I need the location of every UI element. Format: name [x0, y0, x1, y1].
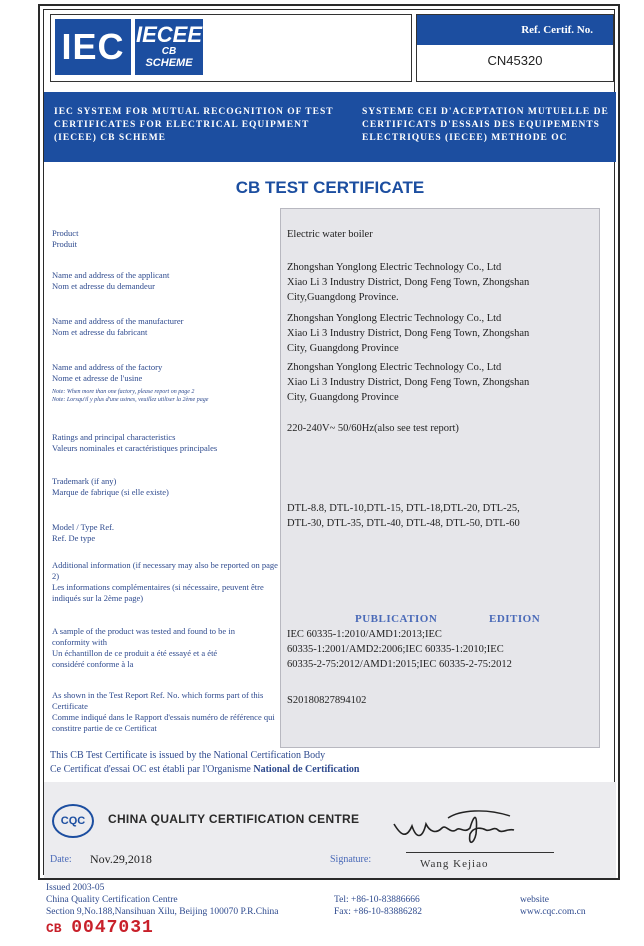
value-applicant-line: City,Guangdong Province.: [287, 292, 399, 303]
system-title-en: IEC SYSTEM FOR MUTUAL RECOGNITION OF TEST CERTIFICATES FOR ELECTRICAL EQUIPMENT (IECEE) CB SCHEME: [54, 107, 334, 143]
footer-address: Section 9,No.188,Nansihuan Xilu, Beijing 100070 P.R.China: [46, 907, 279, 917]
scheme-logo-text: SCHEME: [145, 57, 193, 69]
date-value: Nov.29,2018: [90, 852, 152, 866]
serial-number: [46, 918, 154, 938]
value-standards-line: 60335-2-75:2012/AMD1:2015;IEC 60335-2-75:2012: [287, 659, 512, 670]
label-manufacturer-fr: Nom et adresse du fabricant: [52, 327, 148, 337]
label-sample-en: A sample of the product was tested and found to be in conformity with: [52, 626, 235, 647]
value-factory-line: Xiao Li 3 Industry District, Dong Feng Town, Zhongshan: [287, 377, 530, 388]
value-product: Electric water boiler: [287, 229, 373, 240]
value-model-line: DTL-8.8, DTL-10,DTL-15, DTL-18,DTL-20, DTL-25,: [287, 503, 520, 514]
factory-note-fr: Note: Lorsqu'il y plus d'une usines, veuillez utiliser la 2ème page: [52, 397, 209, 403]
handwritten-signature: [390, 804, 530, 848]
value-manufacturer-line: Xiao Li 3 Industry District, Dong Feng Town, Zhongshan: [287, 328, 530, 339]
certification-body-name: CHINA QUALITY CERTIFICATION CENTRE: [108, 812, 360, 826]
label-report-fr: Comme indiqué dans le Rapport d'essais numéro de référence qui constitre partie de ce Certificat: [52, 712, 275, 733]
label-trademark-fr: Marque de fabrique (si elle existe): [52, 487, 169, 497]
label-report: [52, 690, 278, 734]
label-model: [52, 522, 114, 544]
label-applicant-en: Name and address of the applicant: [52, 270, 170, 280]
label-ratings: [52, 432, 217, 454]
value-standards-line: 60335-1:2001/AMD2:2006;IEC 60335-1:2010;IEC: [287, 644, 504, 655]
certificate-title: CB TEST CERTIFICATE: [235, 178, 425, 197]
footer-tel: Tel: +86-10-83886666: [334, 895, 420, 905]
value-applicant-line: Xiao Li 3 Industry District, Dong Feng Town, Zhongshan: [287, 277, 530, 288]
iec-logo: IEC: [55, 19, 131, 75]
footer-org: China Quality Certification Centre: [46, 895, 178, 905]
label-report-en: As shown in the Test Report Ref. No. which forms part of this Certificate: [52, 690, 264, 711]
label-additional-en: Additional information (if necessary may also be reported on page 2): [52, 560, 278, 581]
date-label: Date:: [50, 854, 72, 865]
logo-box: [50, 14, 412, 82]
signature-label: Signature:: [330, 854, 372, 865]
certification-body-band: [44, 782, 616, 878]
label-applicant: [52, 270, 169, 292]
signatory-name: Wang Kejiao: [420, 858, 489, 870]
serial-value: 0047031: [71, 918, 154, 938]
serial-prefix: CB: [46, 921, 62, 936]
iecee-cb-logo: [135, 19, 203, 75]
factory-note-en: Note: When more than one factory, please report on page 2: [52, 389, 195, 395]
value-ratings: 220-240V~ 50/60Hz(also see test report): [287, 423, 459, 434]
issued-by-fr: [50, 764, 359, 775]
certificate-inner-border: [43, 9, 615, 875]
value-standards: [287, 627, 593, 672]
signature-line: [406, 852, 554, 853]
label-model-en: Model / Type Ref.: [52, 522, 115, 532]
value-report-number: S20180827894102: [287, 695, 367, 706]
label-ratings-fr: Valeurs nominales et caractéristiques principales: [52, 443, 218, 453]
issued-by-en: This CB Test Certificate is issued by the National Certification Body: [50, 750, 326, 761]
footer-fax: Fax: +86-10-83886282: [334, 907, 422, 917]
footer-contact: [334, 894, 474, 918]
publication-header: PUBLICATION: [355, 613, 438, 625]
label-additional: [52, 560, 280, 604]
value-model: [287, 501, 593, 531]
certificate-frame: [38, 4, 620, 880]
footer-website: [520, 894, 620, 918]
values-panel: [280, 208, 600, 748]
label-factory-fr: Nome et adresse de l'usine: [52, 373, 143, 383]
value-factory: [287, 360, 593, 405]
edition-header: EDITION: [489, 613, 541, 625]
label-applicant-fr: Nom et adresse du demandeur: [52, 281, 155, 291]
value-factory-line: Zhongshan Yonglong Electric Technology Co., Ltd: [287, 362, 502, 373]
footer-issued: Issued 2003-05: [46, 883, 105, 893]
label-factory-en: Name and address of the factory: [52, 362, 163, 372]
label-product: [52, 228, 78, 250]
ref-certif-label: Ref. Certif. No.: [417, 15, 613, 45]
footer-website-label: website: [520, 895, 550, 905]
label-factory: [52, 362, 162, 384]
issued-by-fr-body: National de Certification: [253, 764, 360, 775]
footer-left: [46, 882, 326, 918]
value-applicant-line: Zhongshan Yonglong Electric Technology Co., Ltd: [287, 262, 502, 273]
value-model-line: DTL-30, DTL-35, DTL-40, DTL-48, DTL-50, DTL-60: [287, 518, 520, 529]
system-banner: [44, 92, 616, 162]
label-product-en: Product: [52, 228, 79, 238]
label-sample-fr: Un échantillon de ce produit a été essayé et a été considéré conforme à la: [52, 648, 218, 669]
system-title-fr: SYSTEME CEI D'ACEPTATION MUTUELLE DE CERTIFICATS D'ESSAIS DES EQUIPEMENTS ELECTRIQUES (IECEE) METHODE OC: [362, 107, 609, 143]
value-manufacturer-line: City, Guangdong Province: [287, 343, 399, 354]
label-trademark: [52, 476, 169, 498]
label-product-fr: Produit: [52, 239, 78, 249]
cb-logo-text: CB: [161, 46, 177, 57]
label-manufacturer-en: Name and address of the manufacturer: [52, 316, 184, 326]
label-ratings-en: Ratings and principal characteristics: [52, 432, 176, 442]
label-trademark-en: Trademark (if any): [52, 476, 117, 486]
label-manufacturer: [52, 316, 183, 338]
value-manufacturer: [287, 311, 593, 356]
label-model-fr: Ref. De type: [52, 533, 96, 543]
factory-note: [52, 388, 208, 404]
label-sample: [52, 626, 242, 670]
footer-website-link[interactable]: www.cqc.com.cn: [520, 907, 586, 917]
label-additional-fr: Les informations complémentaires (si nécessaire, peuvent être indiqués sur la 2ème page): [52, 582, 264, 603]
ref-certificate-box: [416, 14, 614, 82]
value-manufacturer-line: Zhongshan Yonglong Electric Technology Co., Ltd: [287, 313, 502, 324]
value-factory-line: City, Guangdong Province: [287, 392, 399, 403]
issued-by-fr-text: Ce Certificat d'essai OC est établi par l'Organisme: [50, 764, 254, 775]
cqc-logo: CQC: [52, 804, 94, 838]
ref-certif-number: CN45320: [487, 53, 543, 68]
value-applicant: [287, 260, 593, 305]
iecee-logo-text: IECEE: [135, 22, 203, 47]
value-standards-line: IEC 60335-1:2010/AMD1:2013;IEC: [287, 629, 442, 640]
